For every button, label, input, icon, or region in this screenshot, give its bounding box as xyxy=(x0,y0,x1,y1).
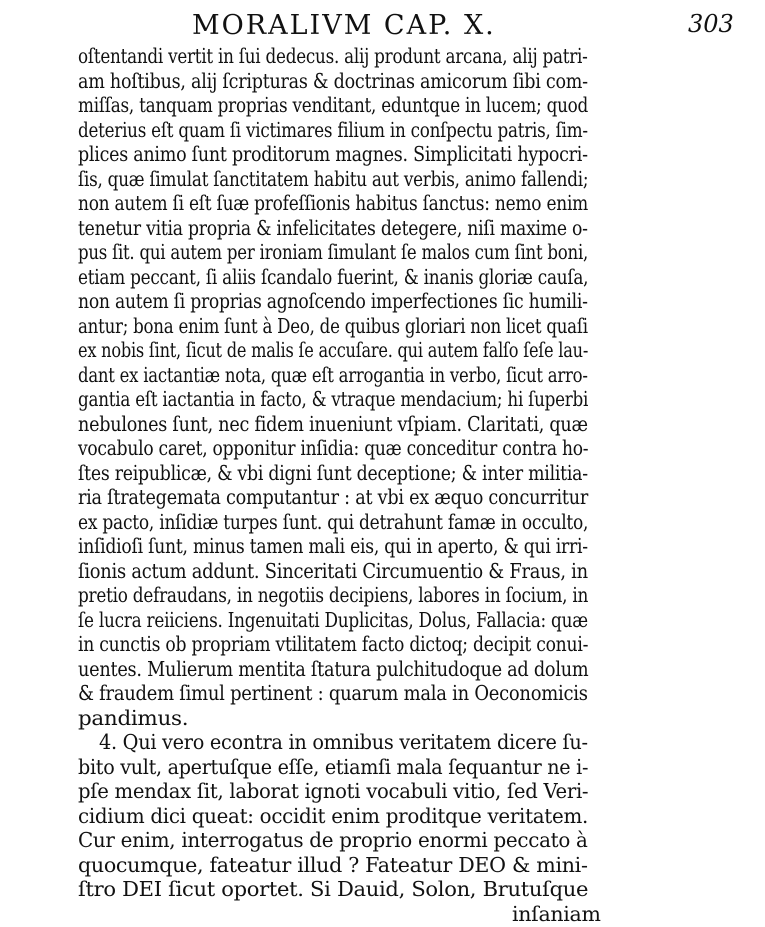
text-line: etiam peccant, ſi aliis ſcandalo fuerint, & inanis gloriæ cauſa, xyxy=(78,264,589,289)
text-line: pus ſit. qui autem per ironiam ſimulant ſe malos cum ſint boni, xyxy=(78,240,589,264)
text-line: miſſas, tanquam proprias venditant, eduntque in lucem; quod xyxy=(78,93,589,117)
text-line: Cur enim, interrogatus de proprio enormi peccato à xyxy=(78,828,588,852)
text-line: am hoſtibus, alij ſcripturas & doctrinas amicorum ſibi com- xyxy=(78,68,588,93)
text-line: pretio defraudans, in negotiis decipiens, labores in ſocium, in xyxy=(78,583,589,607)
text-line: plices animo ſunt proditorum magnes. Simplicitati hypocri- xyxy=(78,142,588,166)
text-line: ſis, quæ ſimulat ſanctitatem habitu aut verbis, animo fallendi; xyxy=(78,166,589,191)
text-line: gantia eſt iactantia in facto, & vtraque mendacium; hi ſuperbi xyxy=(78,387,589,411)
text-line: in cunctis ob propriam vtilitatem facto dictoq; decipit conui- xyxy=(78,632,589,656)
running-title: MORALIVM CAP. X. xyxy=(192,10,496,41)
text-line: ex pacto, inſidiæ turpes ſunt. qui detrahunt famæ in occulto, xyxy=(78,509,589,534)
text-line: tenetur vitia propria & infelicitates detegere, niſi maxime o- xyxy=(78,215,588,240)
text-line: ſionis actum addunt. Sinceritati Circumuentio & Fraus, in xyxy=(78,558,588,583)
text-line: cidium dici queat: occidit enim proditque veritatem. xyxy=(78,803,588,828)
text-line: ſtes reipublicæ, & vbi digni ſunt deceptione; & inter militia- xyxy=(78,460,588,485)
text-line: antur; bona enim ſunt à Deo, de quibus gloriari non licet quaſi xyxy=(78,313,588,338)
text-line: non autem ſi proprias agnoſcendo imperfectiones ſic humili- xyxy=(78,289,588,313)
text-line: 4. Qui vero econtra in omnibus veritatem dicere ſu- xyxy=(99,730,588,754)
text-line: pandimus. xyxy=(78,705,189,730)
text-line: quocumque, fateatur illud ? Fateatur DEO & mini- xyxy=(78,852,588,877)
text-line: & fraudem ſimul pertinent : quarum mala in Oeconomicis xyxy=(78,681,588,705)
text-line: ria ſtrategemata computantur : at vbi ex æquo concurritur xyxy=(78,485,589,509)
text-line: oſtentandi vertit in ſui dedecus. alij produnt arcana, alij patri- xyxy=(78,44,588,68)
text-line: non autem ſi eſt ſuæ profeſſionis habitus ſanctus: nemo enim xyxy=(78,191,589,215)
text-line: ſe lucra reiiciens. Ingenuitati Duplicitas, Dolus, Fallacia: quæ xyxy=(78,607,588,632)
text-line: inſaniam xyxy=(512,901,601,926)
text-line: ſtro DEI ſicut oportet. Si Dauid, Solon, Brutuſque xyxy=(78,877,589,901)
text-line: pſe mendax ſit, laborat ignoti vocabuli vitio, ſed Veri- xyxy=(78,779,589,803)
text-line: vocabulo caret, opponitur inſidia: quæ conceditur contra ho- xyxy=(78,436,589,460)
text-line: bito vult, apertuſque eſſe, etiamſi mala ſequantur ne i- xyxy=(78,754,589,779)
text-line: ex nobis ſint, ſicut de malis ſe accuſare. qui autem falſo ſeſe lau- xyxy=(78,338,589,362)
text-line: inſidioſi ſunt, minus tamen mali eis, qui in aperto, & qui irri- xyxy=(78,534,588,558)
text-line: deterius eſt quam ſi victimares filium in conſpectu patris, ſim- xyxy=(78,117,588,142)
text-line: nebulones ſunt, nec fidem inueniunt vſpiam. Claritati, quæ xyxy=(78,411,588,436)
page-number: 303 xyxy=(688,10,734,38)
text-line: uentes. Mulierum mentita ſtatura pulchitudoque ad dolum xyxy=(78,656,589,681)
text-line: dant ex iactantiæ nota, quæ eſt arrogantia in verbo, ſicut arro- xyxy=(78,362,588,387)
